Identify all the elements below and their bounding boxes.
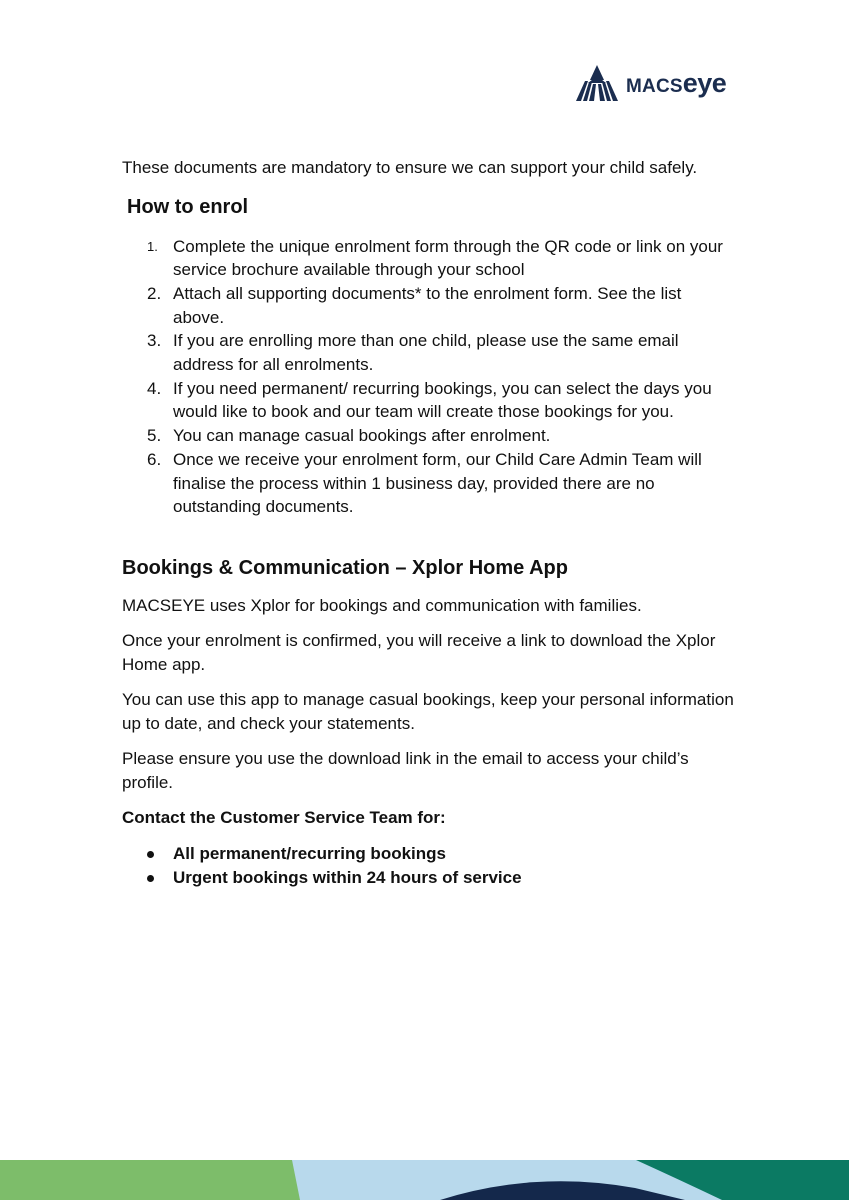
enrol-step xyxy=(122,235,734,282)
macseye-wordmark xyxy=(626,68,726,99)
step-text: You can manage casual bookings after enrolment. xyxy=(173,426,551,446)
macseye-logo xyxy=(575,63,726,103)
enrol-step xyxy=(122,329,734,376)
bookings-paragraph: You can use this app to manage casual bookings, keep your personal information up to date, and check your statements. xyxy=(122,690,734,733)
contact-item-text: Urgent bookings within 24 hours of service xyxy=(173,867,522,887)
step-number: 1. xyxy=(147,238,158,254)
step-text: Complete the unique enrolment form through the QR code or link on your service brochure available through your school xyxy=(173,236,723,280)
intro-paragraph: These documents are mandatory to ensure we can support your child safely. xyxy=(122,158,698,177)
step-number: 3. xyxy=(147,331,162,351)
bullet-icon xyxy=(147,851,154,858)
step-number: 2. xyxy=(147,283,162,303)
enrol-step xyxy=(122,377,734,424)
enrol-step xyxy=(122,448,734,519)
enrol-heading: How to enrol xyxy=(127,195,249,218)
wordmark-suffix: eye xyxy=(682,67,727,98)
document-body xyxy=(122,156,734,890)
wordmark-prefix: MACS xyxy=(626,75,683,97)
step-number: 5. xyxy=(147,426,162,446)
contact-heading: Contact the Customer Service Team for: xyxy=(122,808,446,828)
step-number: 6. xyxy=(147,449,162,469)
bookings-paragraph: MACSEYE uses Xplor for bookings and communication with families. xyxy=(122,595,642,615)
step-text: If you are enrolling more than one child, please use the same email address for all enrolments. xyxy=(173,331,679,375)
contact-item-text: All permanent/recurring bookings xyxy=(173,843,446,863)
macseye-logo-icon xyxy=(575,64,619,102)
footer-green-band xyxy=(0,1160,300,1200)
enrol-steps-list xyxy=(122,235,734,519)
bookings-paragraph: Please ensure you use the download link in the email to access your child’s profile. xyxy=(122,749,689,792)
bookings-heading: Bookings & Communication – Xplor Home App xyxy=(122,556,568,579)
contact-item xyxy=(122,842,734,866)
step-text: Once we receive your enrolment form, our Child Care Admin Team will finalise the process within 1 business day, provided there are no outstanding documents. xyxy=(173,449,702,517)
bookings-paragraph: Once your enrolment is confirmed, you will receive a link to download the Xplor Home app. xyxy=(122,631,716,674)
enrol-step xyxy=(122,424,734,448)
enrol-step xyxy=(122,282,734,329)
bullet-icon xyxy=(147,875,154,882)
step-text: If you need permanent/ recurring bookings, you can select the days you would like to book and our team will create those bookings for you. xyxy=(173,378,712,422)
contact-item xyxy=(122,866,734,890)
footer-decoration xyxy=(0,1160,849,1200)
step-text: Attach all supporting documents* to the enrolment form. See the list above. xyxy=(173,283,682,327)
contact-list xyxy=(122,842,734,890)
step-number: 4. xyxy=(147,378,162,398)
